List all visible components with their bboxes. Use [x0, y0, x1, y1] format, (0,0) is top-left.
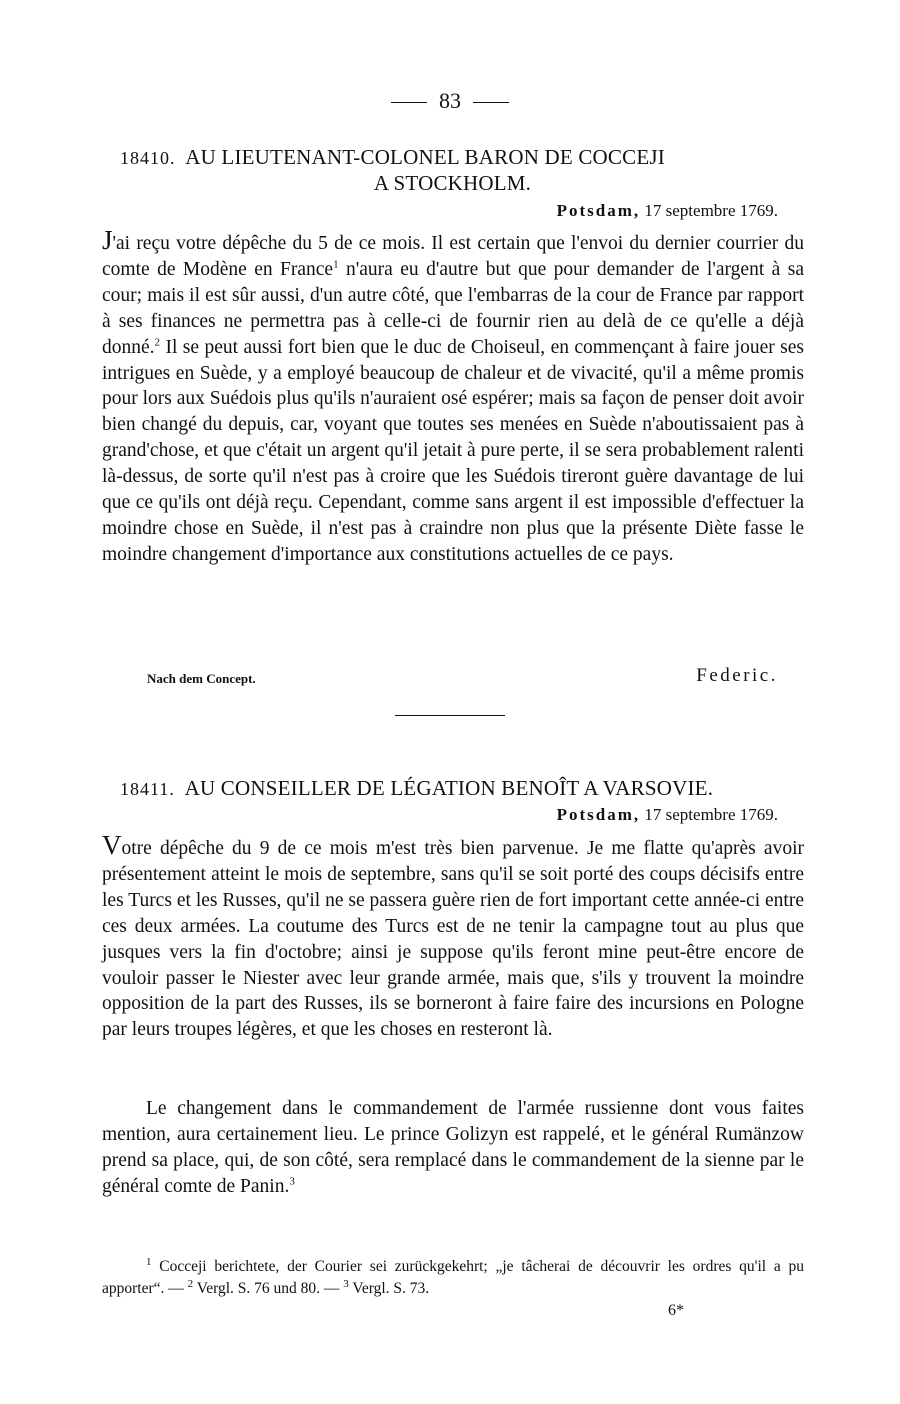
letter-2-dateline — [557, 804, 778, 826]
letter-2-date: 17 septembre 1769. — [644, 805, 778, 824]
page-number: 83 — [0, 86, 900, 116]
letter-1-title-line-2: A STOCKHOLM. — [373, 171, 532, 195]
letter-1-dateline — [557, 200, 778, 222]
letter-2-paragraph-1: Votre dépêche du 9 de ce mois m'est très bien parvenue. Je me flatte qu'après avoir présentement atteint le mois de septembre, sans qu'il se soit porté des coups décisifs entre les Turcs et les Russes, qu'il ne se passera guère rien de fort important cette année-ci entre ces deux armées. La coutume des Turcs est de ne tenir la campagne tout au plus que jusques vers la fin d'octobre; ainsi je suppose qu'ils feront mine peut-être encore de vouloir passer le Niester avec leur grande armée, mais que, s'ils y trouvent la moindre opposition de la part des Russes, ils se borneront à faire faire des incursions en Pologne par leurs troupes légères, et que les choses en resteront là. — [102, 830, 804, 1041]
letter-2-place: Potsdam, — [556, 805, 641, 824]
letter-1-heading — [120, 143, 785, 172]
footnote-2-text: Vergl. S. 76 und 80. — — [193, 1280, 344, 1297]
letter-1-body: J'ai reçu votre dépêche du 5 de ce mois. Il est certain que l'envoi du dernier courrier du comte de Modène en France$^1$ n'aura eu d'autre but que pour demander de l'argent à sa cour; mais il est sûr aussi, d'un autre côté, que l'embarras de la cour de France par rapport à ses finances ne permettra pas à celle-ci de fournir rien au delà de ce qu'elle a déjà donné.$^2$ Il se peut aussi fort bien que le duc de Choiseul, en commençant à faire jouer ses intrigues en Suède, y a employé beaucoup de chaleur et de vivacité, qu'il a même promis pour lors aux Suédois plus qu'ils n'auraient osé espérer; mais sa façon de penser doit avoir bien changé du depuis, car, voyant que toutes ses menées en Suède n'aboutissaient pas à grand'chose, et que c'était un argent qu'il jetait à pure perte, il se sera probablement ralenti là-dessus, de sorte qu'il n'est pas à croire que les Suédois tireront guère davantage de lui que ce qu'ils ont déjà reçu. Cependant, comme sans argent il est impossible d'effectuer la moindre chose en Suède, il n'est pas à craindre non plus que la présente Diète fasse le moindre changement d'importance aux constitutions actuelles de ce pays. — [102, 225, 804, 565]
folio-dash-right — [473, 102, 509, 103]
letter-2-paragraph-2: Le changement dans le commandement de l'armée russienne dont vous faites mention, aura certainement lieu. Le prince Golizyn est rappelé, et le général Rumänzow prend sa place, qui, de son côté, sera remplacé dans le commandement de la sienne par le général comte de Panin.$^3$ — [102, 1098, 804, 1197]
letter-1-title-line-1: AU LIEUTENANT-COLONEL BARON DE COCCEJI — [185, 145, 665, 169]
footnote-ref-1: 1 — [333, 258, 339, 271]
footnote-2-marker: 2 — [187, 1277, 194, 1290]
letter-1-signature: Federic. — [696, 665, 778, 686]
footnote-1-marker: 1 — [146, 1255, 152, 1268]
letter-2-title: AU CONSEILLER DE LÉGATION BENOÎT A VARSOVIE. — [184, 776, 714, 800]
signature-mark: 6* — [668, 1302, 684, 1319]
letter-2-dropcap: V — [102, 830, 122, 860]
footnote-3-text: Vergl. S. 73. — [348, 1280, 430, 1297]
letter-1-dropcap: J — [102, 225, 113, 255]
letter-1-place: Potsdam, — [556, 201, 641, 220]
footnotes — [102, 1256, 804, 1300]
letter-2-number: 18411. — [120, 779, 175, 799]
letter-1-date: 17 septembre 1769. — [644, 201, 778, 220]
letter-1-source: Nach dem Concept. — [147, 671, 256, 686]
section-divider — [395, 715, 505, 716]
letter-1-number: 18410. — [120, 148, 176, 168]
folio-dash-left — [391, 102, 427, 103]
footnote-3-marker: 3 — [343, 1277, 349, 1290]
footnote-1-text: Cocceji berichtete, der Courier sei zurückgekehrt; „je tâcherai de découvrir les ordres qu'il a pu apporter“. — — [102, 1258, 804, 1297]
footnote-ref-3: 3 — [289, 1175, 295, 1188]
footnote-ref-2: 2 — [154, 336, 161, 349]
letter-2-heading — [120, 774, 810, 803]
